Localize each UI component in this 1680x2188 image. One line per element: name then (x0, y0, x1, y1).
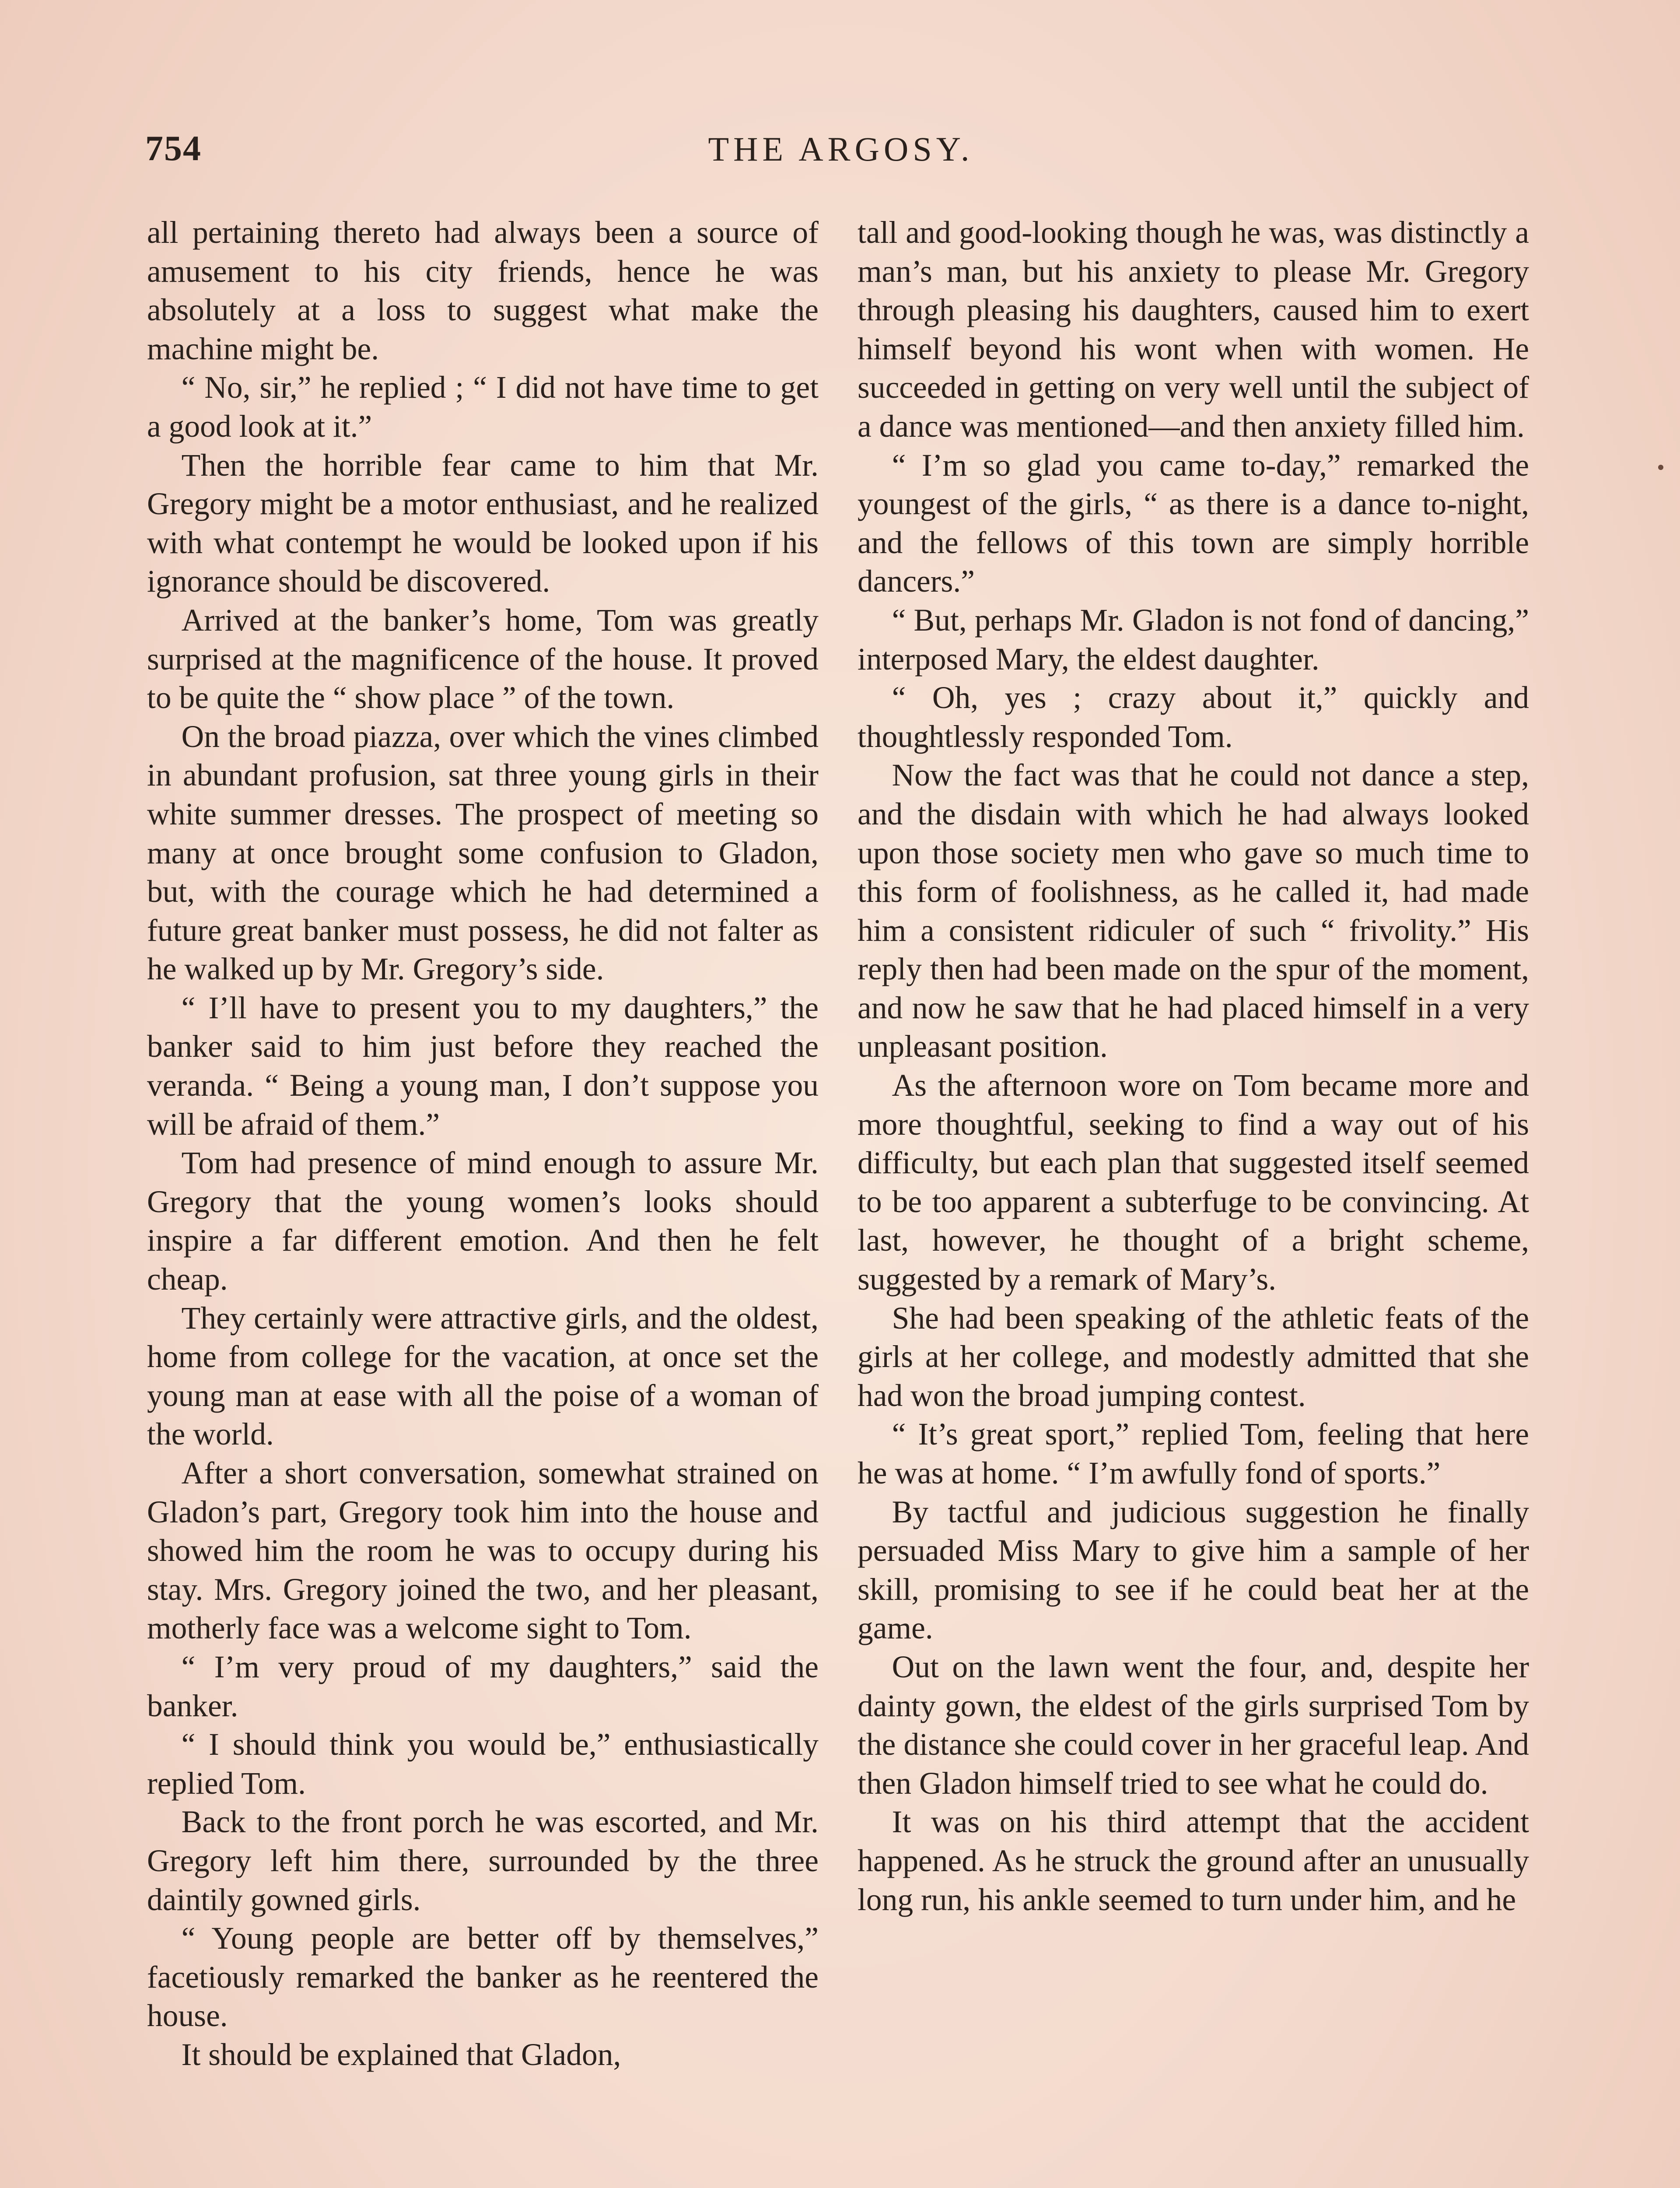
paragraph: On the broad piazza, over which the vines climbed in abundant profusion, sat three young girls in their white summer dresses. The prospect of meeting so many at once brought some confusion to Gladon, but, with the courage which he had determined a future great banker must possess, he did not falter as he walked up by Mr. Gregory’s side. (147, 719, 819, 987)
page-number: 754 (145, 128, 202, 168)
paragraph: all pertaining thereto had always been a source of amusement to his city friends, hence he was absolutely at a loss to suggest what make the machine might be. (147, 215, 819, 366)
left-column (147, 214, 819, 2075)
paper-speck (1658, 465, 1663, 470)
paragraph: Tom had presence of mind enough to assure Mr. Gregory that the young women’s looks should inspire a far different emotion. And then he felt cheap. (147, 1146, 819, 1297)
paragraph: It should be explained that Gladon, (181, 2037, 621, 2072)
paragraph: “ Oh, yes ; crazy about it,” quickly and thoughtlessly responded Tom. (858, 680, 1529, 754)
paragraph: “ But, perhaps Mr. Gladon is not fond of dancing,” interposed Mary, the eldest daughter. (858, 603, 1529, 677)
paragraph: Out on the lawn went the four, and, despite her dainty gown, the eldest of the girls surprised Tom by the distance she could cover in her graceful leap. And then Gladon himself tried to see what he could do. (858, 1649, 1529, 1801)
paragraph: It was on his third attempt that the accident happened. As he struck the ground after an unusually long run, his ankle seemed to turn under him, and he (858, 1805, 1529, 1917)
paragraph: As the afternoon wore on Tom became more and more thoughtful, seeking to find a way out of his difficulty, but each plan that suggested itself seemed to be too apparent a subterfuge to be convincing. At last, however, he thought of a bright scheme, suggested by a remark of Mary’s. (858, 1068, 1529, 1297)
paragraph: She had been speaking of the athletic feats of the girls at her college, and modestly admitted that she had won the broad jumping contest. (858, 1301, 1529, 1413)
paragraph: “ I should think you would be,” enthusiastically replied Tom. (147, 1727, 819, 1801)
paragraph: By tactful and judicious suggestion he finally persuaded Miss Mary to give him a sample of her skill, promising to see if he could beat her at the game. (858, 1494, 1529, 1646)
paragraph: “ Young people are better off by themselves,” facetiously remarked the banker as he reentered the house. (147, 1921, 819, 2034)
paragraph: “ I’ll have to present you to my daughters,” the banker said to him just before they reached the veranda. “ Being a young man, I don’t suppose you will be afraid of them.” (147, 990, 819, 1142)
paragraph: “ It’s great sport,” replied Tom, feeling that here he was at home. “ I’m awfully fond of sports.” (858, 1417, 1529, 1490)
paragraph: After a short conversation, somewhat strained on Gladon’s part, Gregory took him into the house and showed him the room he was to occupy during his stay. Mrs. Gregory joined the two, and her pleasant, motherly face was a welcome sight to Tom. (147, 1456, 819, 1646)
paragraph: Then the horrible fear came to him that Mr. Gregory might be a motor enthusiast, and he realized with what contempt he would be looked upon if his ignorance should be discovered. (147, 448, 819, 599)
paragraph: Arrived at the banker’s home, Tom was greatly surprised at the magnificence of the house. It proved to be quite the “ show place ” of the town. (147, 603, 819, 715)
paragraph: “ I’m so glad you came to-day,” remarked the youngest of the girls, “ as there is a dance to-night, and the fellows of this town are simply horrible dancers.” (858, 448, 1529, 599)
running-title: THE ARGOSY. (708, 130, 974, 168)
paragraph: “ I’m very proud of my daughters,” said the banker. (147, 1649, 819, 1723)
paragraph: Back to the front porch he was escorted, and Mr. Gregory left him there, surrounded by the three daintily gowned girls. (147, 1805, 819, 1917)
paragraph: Now the fact was that he could not dance a step, and the disdain with which he had always looked upon those society men who gave so much time to this form of foolishness, as he called it, had made him a consistent ridiculer of such “ frivolity.” His reply then had been made on the spur of the moment, and now he saw that he had placed himself in a very unpleasant position. (858, 758, 1529, 1064)
right-column (858, 214, 1529, 1919)
paragraph: “ No, sir,” he replied ; “ I did not have time to get a good look at it.” (147, 370, 819, 444)
page-header (145, 128, 1536, 180)
paragraph: They certainly were attractive girls, and the oldest, home from college for the vacation, at once set the young man at ease with all the poise of a woman of the world. (147, 1301, 819, 1452)
paragraph: tall and good-looking though he was, was distinctly a man’s man, but his anxiety to please Mr. Gregory through pleasing his daughters, caused him to exert himself beyond his wont when with women. He succeeded in getting on very well until the subject of a dance was mentioned—and then anxiety filled him. (858, 215, 1529, 444)
